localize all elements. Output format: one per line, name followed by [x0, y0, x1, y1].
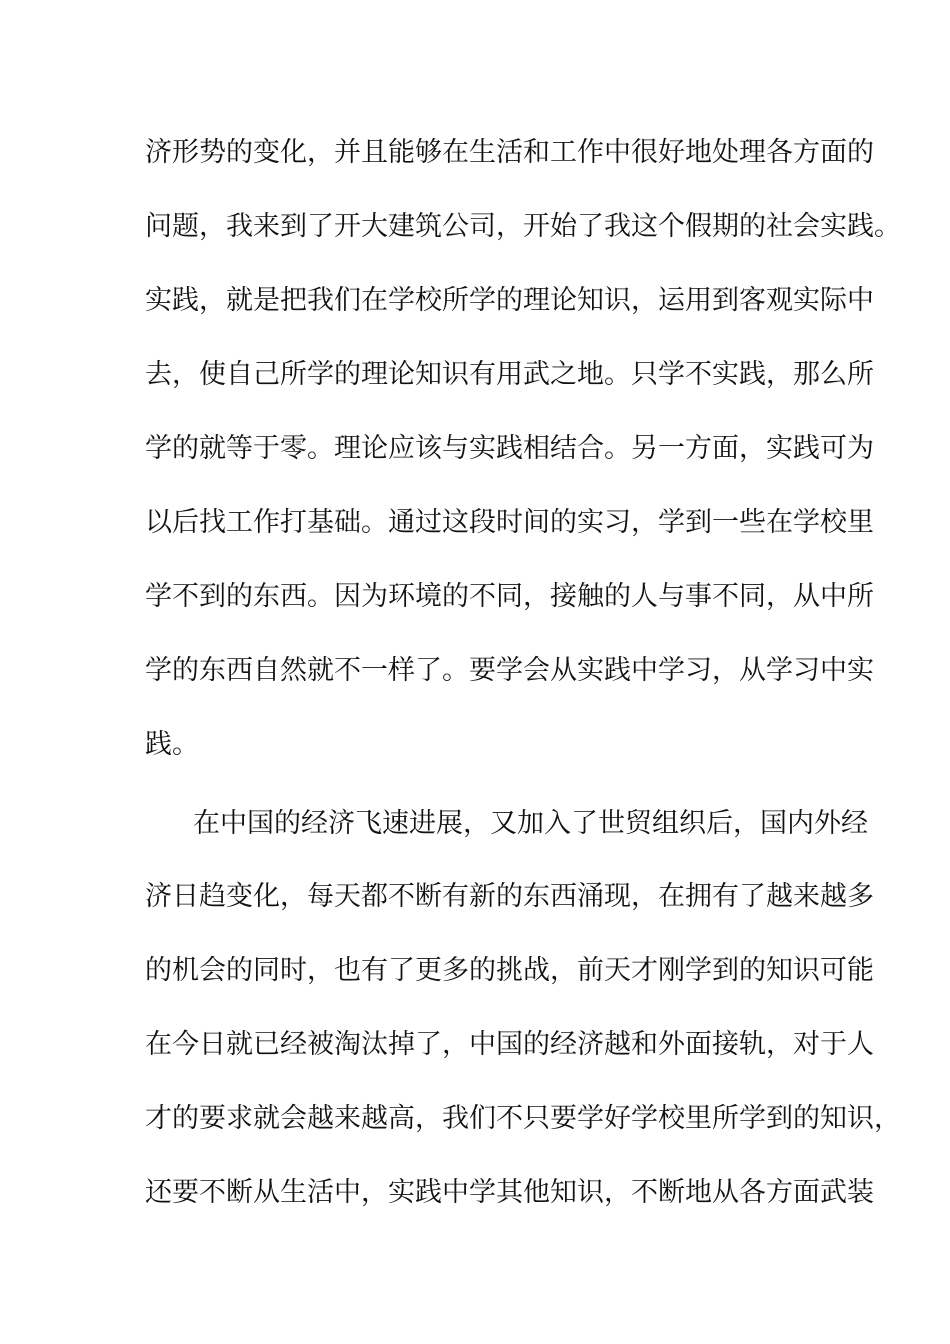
text-line: 在今日就已经被淘汰掉了，中国的经济越和外面接轨，对于人: [145, 1029, 874, 1060]
text-line: 的机会的同时，也有了更多的挑战，前天才刚学到的知识可能: [145, 955, 874, 986]
text-line: 学的就等于零。理论应该与实践相结合。另一方面，实践可为: [145, 433, 874, 464]
text-line: 才的要求就会越来越高，我们不只要学好学校里所学到的知识，: [145, 1103, 901, 1134]
text-line: 以后找工作打基础。通过这段时间的实习，学到一些在学校里: [145, 507, 874, 538]
text-line: 济日趋变化，每天都不断有新的东西涌现，在拥有了越来越多: [145, 881, 874, 912]
text-line: 问题，我来到了开大建筑公司，开始了我这个假期的社会实践。: [145, 211, 901, 242]
text-line: 济形势的变化，并且能够在生活和工作中很好地处理各方面的: [145, 137, 874, 168]
text-line: 学的东西自然就不一样了。要学会从实践中学习，从学习中实: [145, 655, 874, 686]
paragraph-first-line: 在中国的经济飞速进展，又加入了世贸组织后，国内外经: [193, 808, 868, 839]
text-line: 还要不断从生活中，实践中学其他知识，不断地从各方面武装: [145, 1177, 874, 1208]
text-line: 实践，就是把我们在学校所学的理论知识，运用到客观实际中: [145, 285, 874, 316]
text-line: 学不到的东西。因为环境的不同，接触的人与事不同，从中所: [145, 581, 874, 612]
text-line: 践。: [145, 729, 199, 760]
text-line: 去，使自己所学的理论知识有用武之地。只学不实践，那么所: [145, 359, 874, 390]
